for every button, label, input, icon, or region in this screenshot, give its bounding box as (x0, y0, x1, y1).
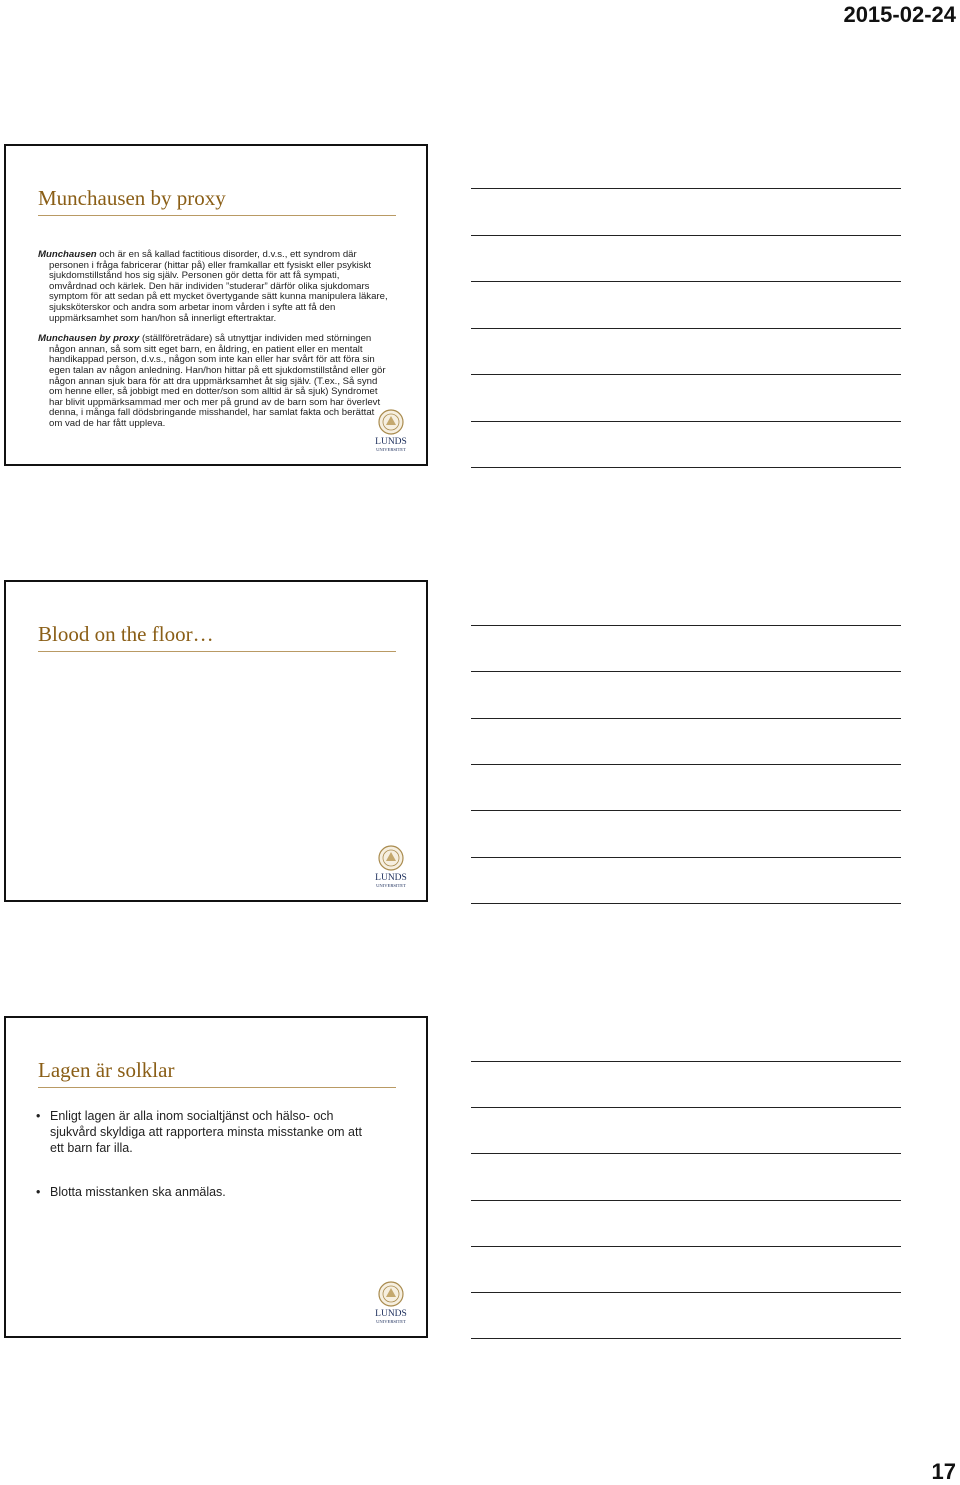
note-line (471, 1061, 901, 1062)
page-number: 17 (931, 1459, 956, 1484)
bullet-symbol: • (36, 1109, 41, 1123)
note-line (471, 625, 901, 626)
document-date: 2015-02-24 (843, 2, 956, 27)
note-line (471, 1246, 901, 1247)
note-line (471, 328, 901, 329)
slide-munchausen-by-proxy (4, 144, 428, 466)
slide-title: Blood on the floor… (38, 622, 214, 646)
lunds-universitet-logo (370, 845, 412, 889)
paragraph-munchausen (38, 250, 390, 324)
slide-lagen-ar-solklar (4, 1016, 428, 1338)
note-line (471, 235, 901, 236)
note-line (471, 467, 901, 468)
note-line (471, 810, 901, 811)
svg-text:LUNDS: LUNDS (375, 1309, 407, 1319)
lunds-universitet-logo (370, 1281, 412, 1325)
slide-body (38, 250, 390, 440)
title-rule (38, 651, 396, 652)
note-line (471, 1292, 901, 1293)
bullet-item (26, 1184, 376, 1200)
svg-text:UNIVERSITET: UNIVERSITET (376, 1319, 406, 1324)
svg-text:UNIVERSITET: UNIVERSITET (376, 447, 406, 452)
note-line (471, 1107, 901, 1108)
slide-blood-on-the-floor (4, 580, 428, 902)
title-rule (38, 1087, 396, 1088)
note-line (471, 764, 901, 765)
term-munchausen: Munchausen (38, 249, 97, 260)
title-rule (38, 215, 396, 216)
bullet-text: Blotta misstanken ska anmälas. (50, 1185, 226, 1199)
svg-text:UNIVERSITET: UNIVERSITET (376, 883, 406, 888)
bullet-symbol: • (36, 1185, 41, 1199)
term-munchausen-by-proxy: Munchausen by proxy (38, 333, 140, 345)
note-line (471, 857, 901, 858)
note-line (471, 671, 901, 672)
bullet-item (26, 1108, 376, 1156)
svg-text:LUNDS: LUNDS (375, 437, 407, 447)
note-line (471, 1153, 901, 1154)
note-line (471, 188, 901, 189)
note-line (471, 1338, 901, 1339)
note-line (471, 374, 901, 375)
svg-text:LUNDS: LUNDS (375, 873, 407, 883)
slide-title: Munchausen by proxy (38, 186, 226, 210)
lunds-universitet-logo (370, 409, 412, 453)
note-line (471, 903, 901, 904)
slide-body (26, 1108, 376, 1228)
bullet-text: Enligt lagen är alla inom socialtjänst och hälso- och sjukvård skyldiga att rapportera minsta misstanke om att ett barn far illa. (50, 1109, 362, 1155)
note-line (471, 1200, 901, 1201)
slide-title: Lagen är solklar (38, 1058, 175, 1082)
note-line (471, 421, 901, 422)
note-line (471, 281, 901, 282)
note-line (471, 718, 901, 719)
paragraph-text: (ställföreträdare) så utnyttjar individen med störningen någon annan, så som sitt eget barn, en åldring, en patient eller en mentalt handikappad person, d.v.s., någon som inte kan eller har svårt för att föra sin egen talan av någon anledning. Han/hon hittar på ett sjukdomstillstånd eller gör någon annan sjuk bara för att dra uppmärksamhet åt sig själv. (T.ex., Så synd om henne eller, så jobbigt med en dotter/son som alltid är så sjuk) Syndromet har blivit uppmärksammad mer och mer på grund av de barn som har överlevt denna, i många fall dödsbringande misshandel, har samlat fakta och berättat om vad de har fått uppleva. (49, 333, 386, 429)
paragraph-text: och är en så kallad factitious disorder, d.v.s., ett syndrom där personen i fråga fabricerar (hittar på) eller framkallar ett fysiskt eller psykiskt sjukdomstillstånd hos sig själv. Personen gör detta för att få sympati, omvårdnad och kärlek. Den här individen ”studerar” därför olika sjukdomars symptom för att sedan på ett mycket övertygande sätt kunna manipulera läkare, sjuksköterskor och andra som arbetar inom vården i syfte att få den uppmärksamhet som han/hon så innerligt eftertraktar. (49, 249, 388, 324)
paragraph-munchausen-by-proxy (38, 334, 390, 429)
